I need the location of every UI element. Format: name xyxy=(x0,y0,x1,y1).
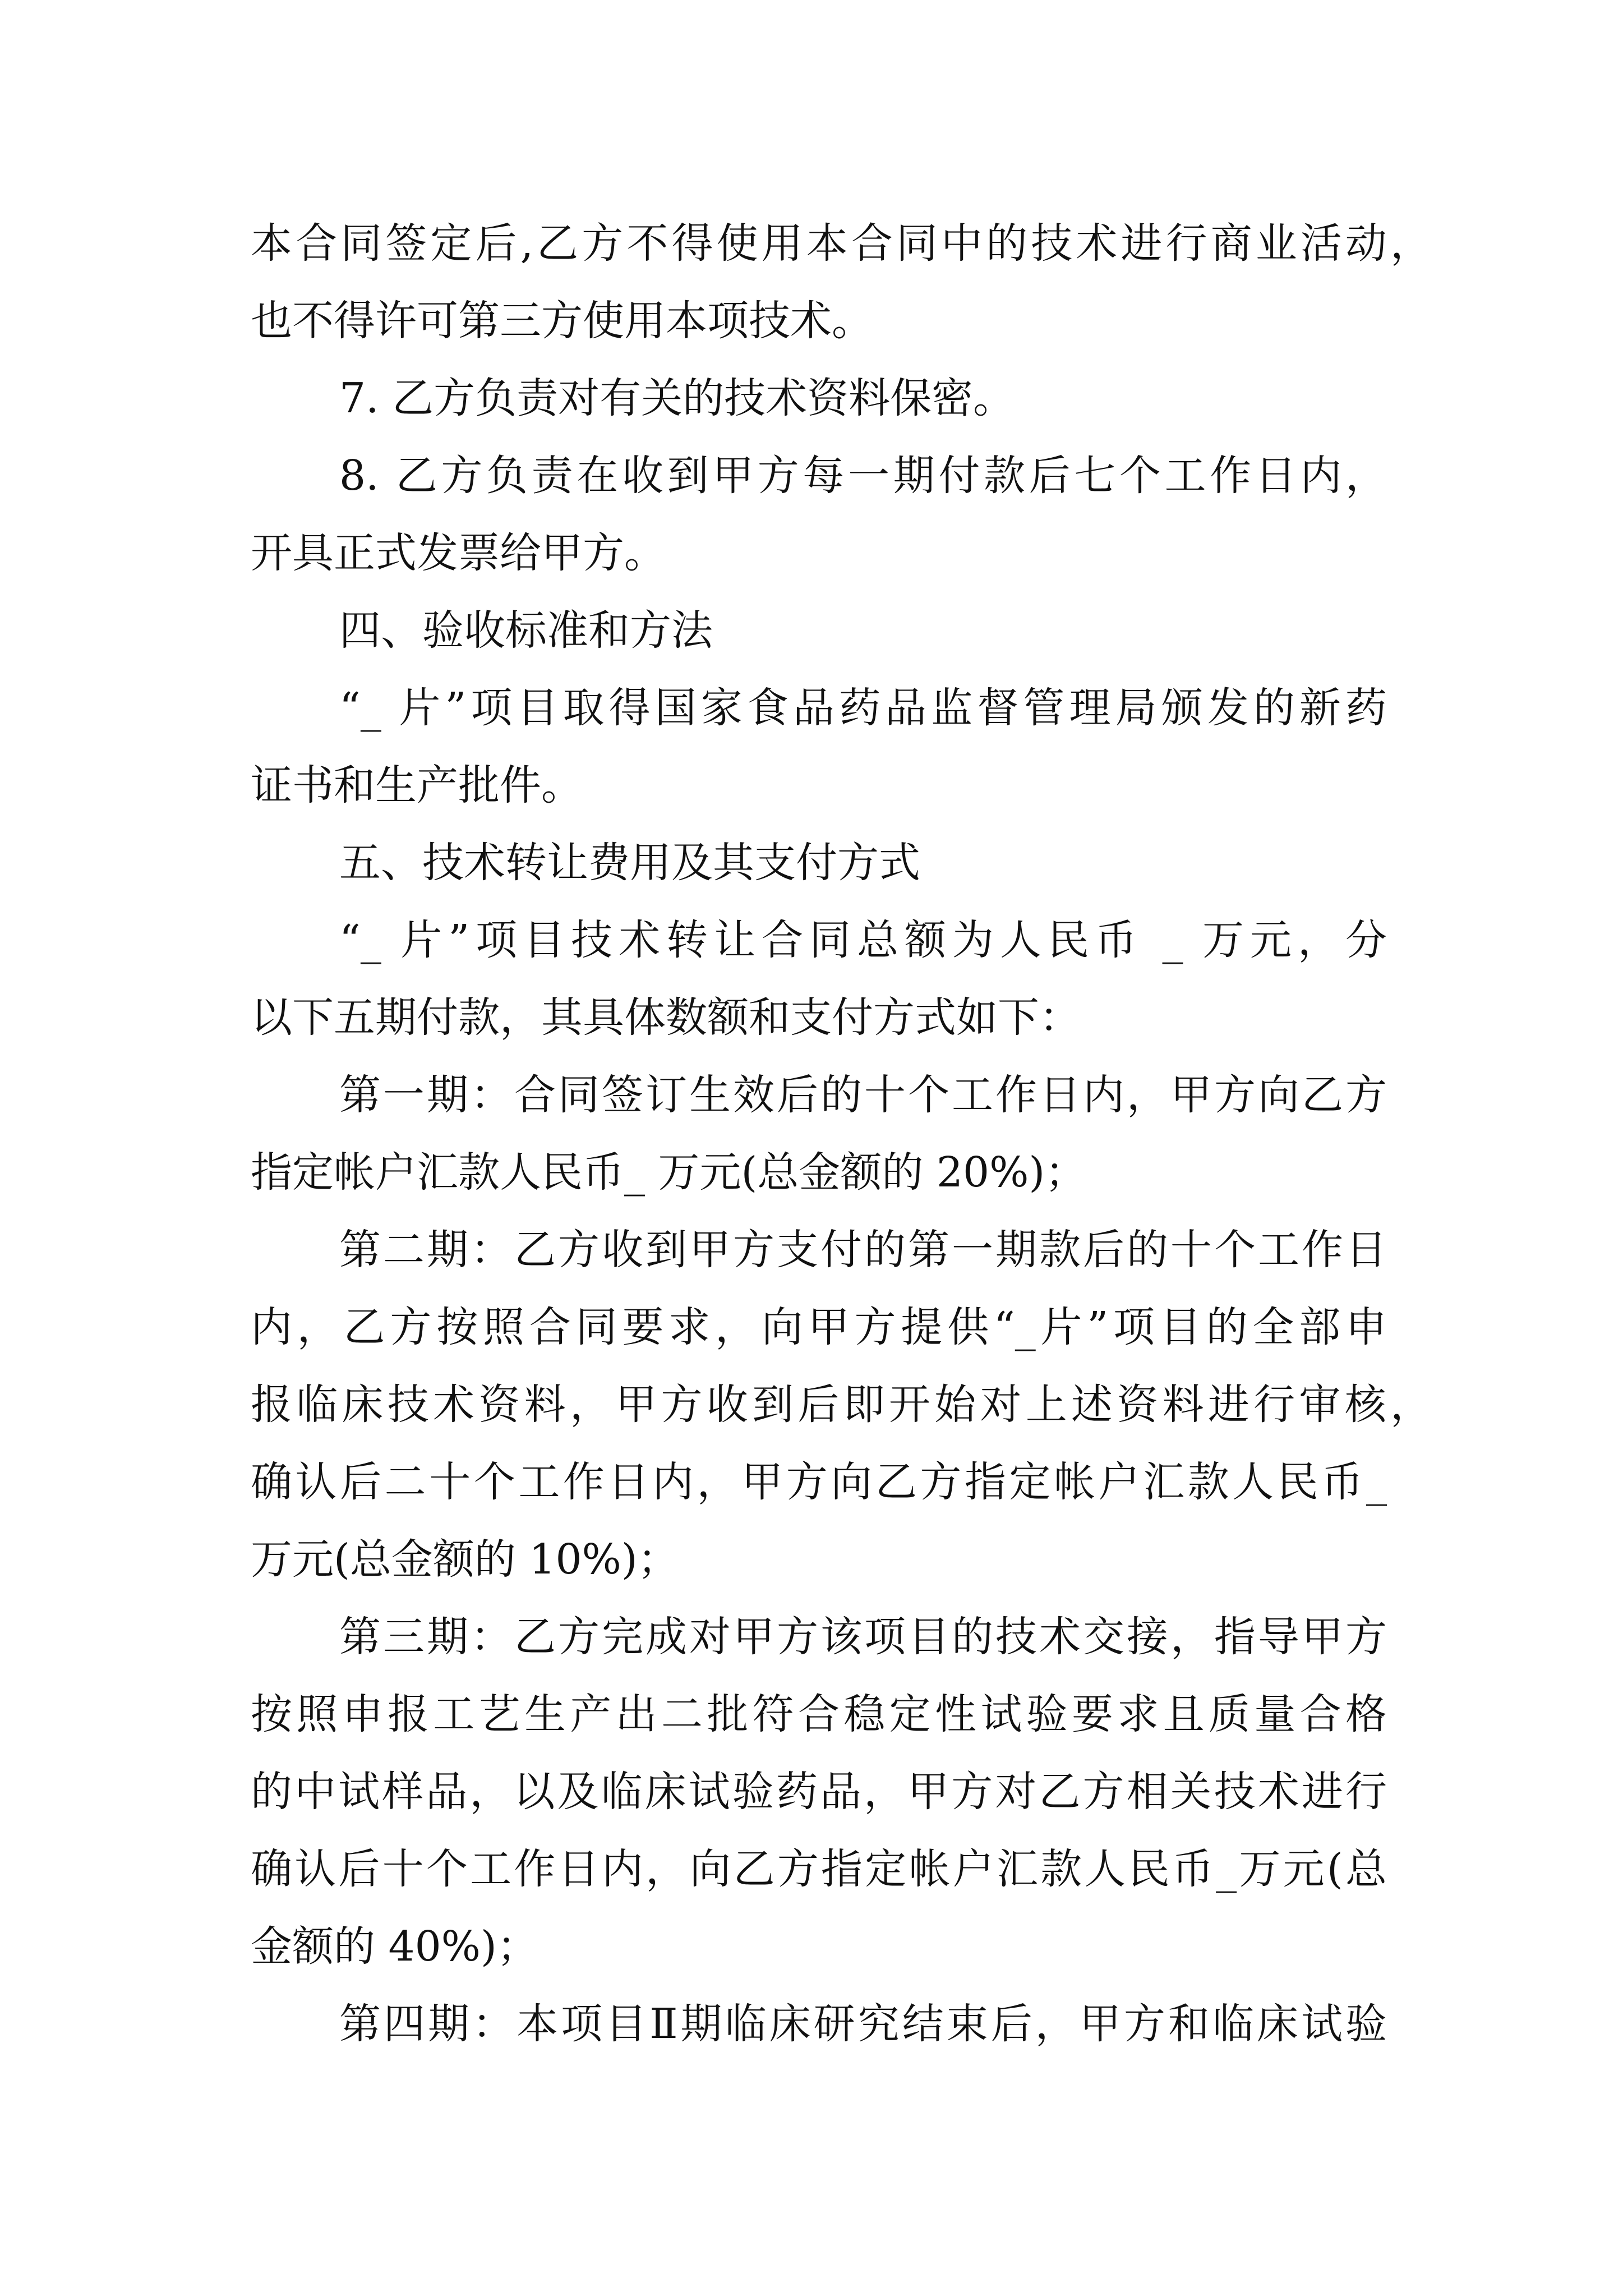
text-line: 7. 乙方负责对有关的技术资料保密。 xyxy=(339,374,1015,422)
text-line: “_ 片”项目取得国家食品药品监督管理局颁发的新药 xyxy=(339,684,1387,732)
text-line: 本合同签定后,乙方不得使用本合同中的技术进行商业活动， xyxy=(251,219,1432,268)
paragraph xyxy=(251,437,1432,592)
text-line: 万元(总金额的 10%)； xyxy=(251,1535,679,1584)
section-heading xyxy=(251,824,1432,901)
text-line: 第一期：合同签订生效后的十个工作日内，甲方向乙方 xyxy=(339,1071,1387,1119)
text-line: 8. 乙方负责在收到甲方每一期付款后七个工作日内， xyxy=(339,452,1387,500)
text-line: 第四期：本项目Ⅱ期临床研究结束后，甲方和临床试验 xyxy=(339,2000,1387,2048)
paragraph xyxy=(251,1598,1432,1985)
section-heading xyxy=(251,592,1432,669)
paragraph xyxy=(251,901,1432,1056)
text-line: 四、验收标准和方法 xyxy=(339,606,713,655)
text-line: 开具正式发票给甲方。 xyxy=(251,529,666,577)
text-line: 金额的 40%)； xyxy=(251,1922,538,1971)
text-line: 指定帐户汇款人民币_ 万元(总金额的 20%)； xyxy=(251,1148,1087,1197)
paragraph xyxy=(251,360,1432,437)
text-line: 确认后二十个工作日内，甲方向乙方指定帐户汇款人民币_ xyxy=(251,1458,1387,1506)
paragraph xyxy=(251,1056,1432,1211)
text-line: 的中试样品，以及临床试验药品，甲方对乙方相关技术进行 xyxy=(251,1768,1387,1816)
text-line: 证书和生产批件。 xyxy=(251,761,583,809)
text-line: 也不得许可第三方使用本项技术。 xyxy=(251,297,873,345)
text-line: 第三期：乙方完成对甲方该项目的技术交接，指导甲方 xyxy=(339,1613,1387,1661)
paragraph xyxy=(251,1211,1432,1598)
text-line: 第二期：乙方收到甲方支付的第一期款后的十个工作日 xyxy=(339,1226,1387,1274)
document-body xyxy=(251,205,1432,2063)
text-line: 以下五期付款，其具体数额和支付方式如下： xyxy=(251,993,1081,1042)
paragraph xyxy=(251,205,1432,360)
paragraph xyxy=(251,1985,1432,2063)
text-line: 报临床技术资料，甲方收到后即开始对上述资料进行审核， xyxy=(251,1381,1432,1429)
text-line: 内，乙方按照合同要求，向甲方提供“_片”项目的全部申 xyxy=(251,1303,1387,1351)
text-line: 五、技术转让费用及其支付方式 xyxy=(339,839,920,887)
text-line: 确认后十个工作日内，向乙方指定帐户汇款人民币_万元(总 xyxy=(251,1845,1387,1893)
paragraph xyxy=(251,669,1432,824)
text-line: 按照申报工艺生产出二批符合稳定性试验要求且质量合格 xyxy=(251,1690,1387,1738)
text-line: “_ 片”项目技术转让合同总额为人民币 _ 万元，分 xyxy=(339,916,1387,964)
